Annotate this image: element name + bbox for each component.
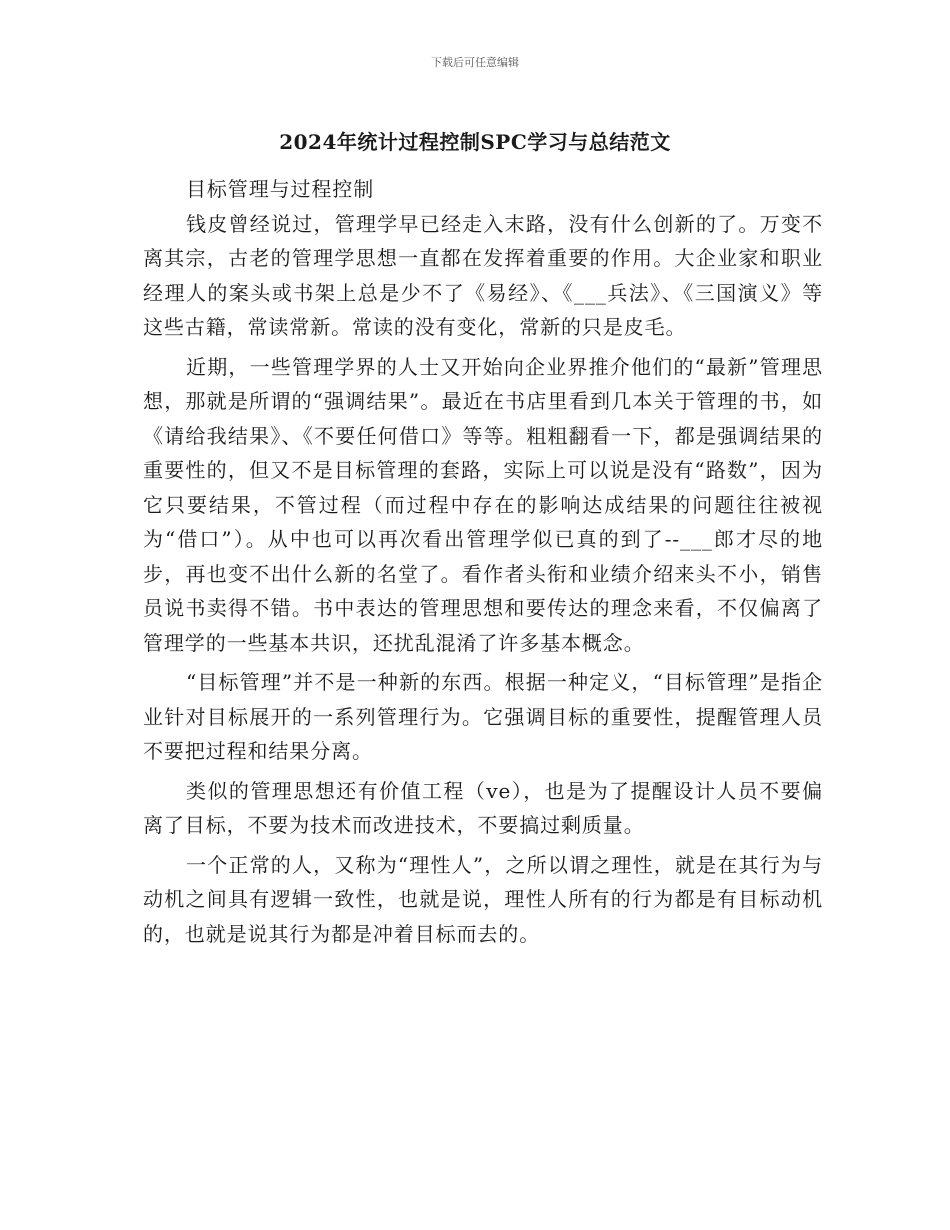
body-paragraph: 近期，一些管理学界的人士又开始向企业界推介他们的“最新”管理思想，那就是所谓的“强调结果”。最近在书店里看到几本关于管理的书，如《请给我结果》、《不要任何借口》等等。粗粗翻看一下，都是强调结果的重要性的，但又不是目标管理的套路，实际上可以说是没有“路数”，因为它只要结果，不管过程（而过程中存在的影响达成结果的问题往往被视为“借口”）。从中也可以再次看出管理学似已真的到了--___郎才尽的地步，再也变不出什么新的名堂了。看作者头衔和业绩介绍来头不小，销售员说书卖得不错。书中表达的管理思想和要传达的理念来看，不仅偏离了管理学的一些基本共识，还扰乱混淆了许多基本概念。 <box>143 354 823 655</box>
page-header-note: 下载后可任意编辑 <box>431 56 519 69</box>
body-paragraph: 钱皮曾经说过，管理学早已经走入末路，没有什么创新的了。万变不离其宗，古老的管理学思想一直都在发挥着重要的作用。大企业家和职业经理人的案头或书架上总是少不了《易经》、《___兵法》、《三国演义》等这些古籍，常读常新。常读的没有变化，常新的只是皮毛。 <box>143 211 823 339</box>
body-paragraph: 一个正常的人，又称为“理性人”，之所以谓之理性，就是在其行为与动机之间具有逻辑一致性，也就是说，理性人所有的行为都是有目标动机的，也就是说其行为都是冲着目标而去的。 <box>143 852 823 946</box>
body-paragraph: 类似的管理思想还有价值工程（ve），也是为了提醒设计人员不要偏离了目标，不要为技术而改进技术，不要搞过剩质量。 <box>143 778 823 837</box>
document-title: 2024年统计过程控制SPC学习与总结范文 <box>279 130 671 154</box>
body-paragraph: “目标管理”并不是一种新的东西。根据一种定义，“目标管理”是指企业针对目标展开的一系列管理行为。它强调目标的重要性，提醒管理人员不要把过程和结果分离。 <box>143 670 823 763</box>
document-body <box>143 172 823 956</box>
section-subheading: 目标管理与过程控制 <box>186 177 375 201</box>
